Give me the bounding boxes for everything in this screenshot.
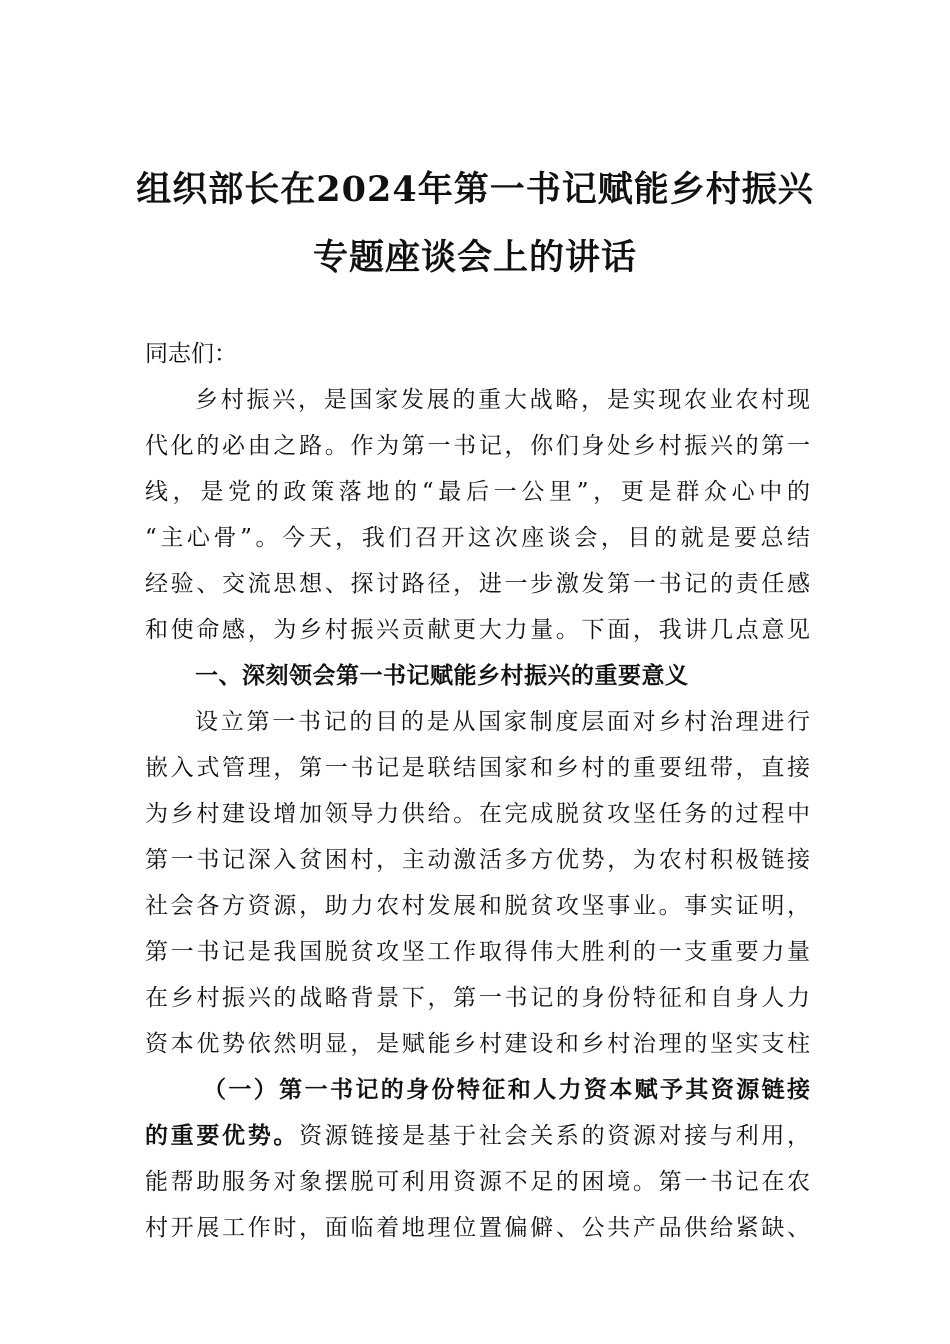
subsection-heading: （一）第一书记的身份特征和人力资本赋予其资源链接 (203, 1077, 810, 1103)
paragraph-line: 设立第一书记的目的是从国家制度层面对乡村治理进行 (195, 709, 810, 735)
paragraph-line: 村开展工作时，面临着地理位置偏僻、公共产品供给紧缺、 (145, 1215, 810, 1241)
paragraph-line: 线，是党的政策落地的“最后一公里”，更是群众心中的 (145, 479, 810, 505)
paragraph-line: 资本优势依然明显，是赋能乡村建设和乡村治理的坚实支柱 (145, 1031, 810, 1057)
paragraph-line: 和使命感，为乡村振兴贡献更大力量。下面，我讲几点意见 (145, 617, 810, 643)
salutation: 同志们： (145, 341, 237, 367)
paragraph-line: 能帮助服务对象摆脱可利用资源不足的困境。第一书记在农 (145, 1169, 810, 1195)
paragraph-line: 第一书记深入贫困村，主动激活多方优势，为农村积极链接 (145, 847, 810, 873)
document-body (145, 331, 810, 1251)
paragraph-line: 社会各方资源，助力农村发展和脱贫攻坚事业。事实证明， (145, 893, 810, 919)
paragraph-line: 经验、交流思想、探讨路径，进一步激发第一书记的责任感 (145, 571, 810, 597)
subsection-heading-end: 的重要优势。 (145, 1123, 300, 1149)
paragraph-line: 代化的必由之路。作为第一书记，你们身处乡村振兴的第一 (145, 433, 810, 459)
paragraph-line: “主心骨”。今天，我们召开这次座谈会，目的就是要总结 (145, 525, 810, 551)
document-title-line-2: 专题座谈会上的讲话 (312, 237, 637, 278)
paragraph-line (145, 1113, 810, 1159)
paragraph-line: 第一书记是我国脱贫攻坚工作取得伟大胜利的一支重要力量 (145, 939, 810, 965)
section-heading: 一、深刻领会第一书记赋能乡村振兴的重要意义 (195, 663, 689, 689)
document-title-line-1: 组织部长在2024年第一书记赋能乡村振兴 (136, 169, 814, 210)
paragraph-text: 资源链接是基于社会关系的资源对接与利用， (299, 1123, 810, 1149)
paragraph-line: 为乡村建设增加领导力供给。在完成脱贫攻坚任务的过程中 (145, 801, 810, 827)
paragraph-line: 乡村振兴，是国家发展的重大战略，是实现农业农村现 (195, 387, 810, 413)
paragraph-line: 在乡村振兴的战略背景下，第一书记的身份特征和自身人力 (145, 985, 810, 1011)
paragraph-line: 嵌入式管理，第一书记是联结国家和乡村的重要纽带，直接 (145, 755, 810, 781)
